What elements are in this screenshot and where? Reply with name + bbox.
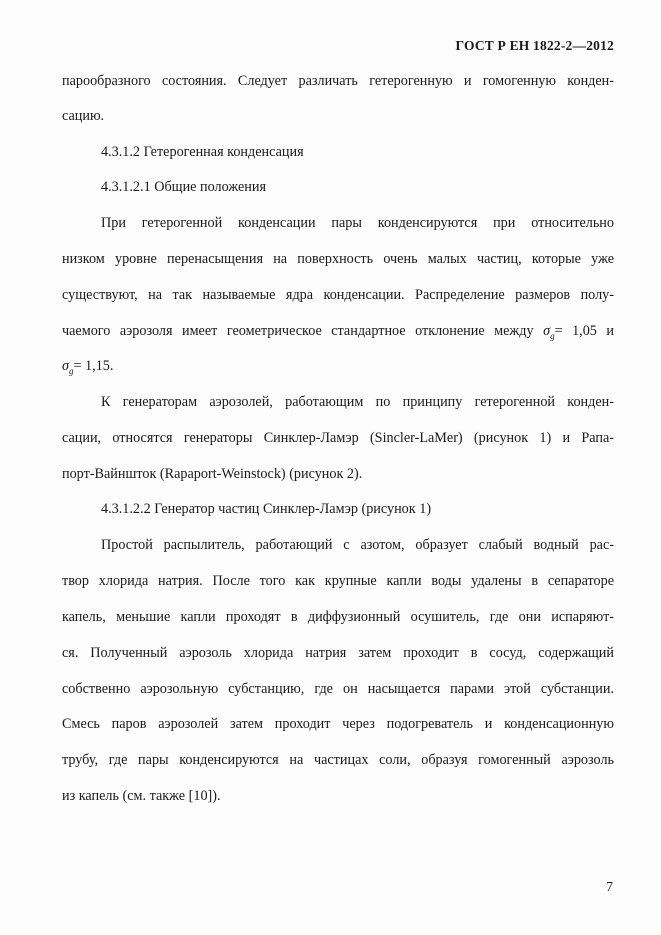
- text-line: порт-Вайншток (Rapaport-Weinstock) (рисунок 2).: [62, 466, 363, 482]
- text-line-with-sigma: [62, 357, 614, 380]
- paragraph-first-line: Простой распылитель, работающий с азотом, образует слабый водный рас-: [101, 537, 614, 553]
- sigma-subscript: g: [69, 366, 74, 376]
- text-line: сации, относятся генераторы Синклер-Ламэр (Sincler-LaMer) (рисунок 1) и Рапа-: [62, 430, 614, 446]
- text-line: твор хлорида натрия. После того как крупные капли воды удалены в сепараторе: [62, 573, 614, 589]
- text-line: ся. Полученный аэрозоль хлорида натрия затем проходит в сосуд, содержащий: [62, 645, 614, 661]
- page-number: 7: [606, 880, 613, 895]
- line-text: чаемого аэрозоля имеет геометрическое стандартное отклонение между: [62, 323, 534, 339]
- section-heading-4-3-1-2: 4.3.1.2 Гетерогенная конденсация: [101, 144, 304, 160]
- text-line: капель, меньшие капли проходят в диффузионный осушитель, где они испаряют-: [62, 609, 614, 625]
- text-line: сацию.: [62, 108, 105, 124]
- text-line: собственно аэрозольную субстанцию, где он насыщается парами этой субстанции.: [62, 681, 614, 697]
- formula-sigma-g: [543, 323, 614, 339]
- sigma-subscript: g: [550, 331, 555, 341]
- text-line: парообразного состояния. Следует различать гетерогенную и гомогенную конден-: [62, 73, 614, 89]
- formula-value: = 1,15.: [73, 358, 114, 374]
- text-line: трубу, где пары конденсируются на частицах соли, образуя гомогенный аэрозоль: [62, 752, 614, 768]
- text-line: существуют, на так называемые ядра конденсации. Распределение размеров полу-: [62, 287, 614, 303]
- sigma-symbol: σ: [543, 323, 551, 339]
- section-heading-4-3-1-2-1: 4.3.1.2.1 Общие положения: [101, 179, 266, 195]
- paragraph-first-line: К генераторам аэрозолей, работающим по принципу гетерогенной конден-: [101, 394, 614, 410]
- standard-header: ГОСТ Р ЕН 1822-2—2012: [455, 38, 614, 53]
- formula-value: = 1,05 и: [554, 323, 614, 339]
- paragraph-first-line: При гетерогенной конденсации пары конденсируются при относительно: [101, 215, 614, 231]
- text-line: из капель (см. также [10]).: [62, 788, 221, 804]
- text-line: низком уровне перенасыщения на поверхность очень малых частиц, которые уже: [62, 251, 614, 267]
- sigma-symbol: σ: [62, 358, 69, 374]
- text-line-with-sigma: [62, 322, 614, 345]
- text-line: Смесь паров аэрозолей затем проходит через подогреватель и конденсационную: [62, 716, 614, 732]
- section-heading-4-3-1-2-2: 4.3.1.2.2 Генератор частиц Синклер-Ламэр (рисунок 1): [101, 501, 432, 517]
